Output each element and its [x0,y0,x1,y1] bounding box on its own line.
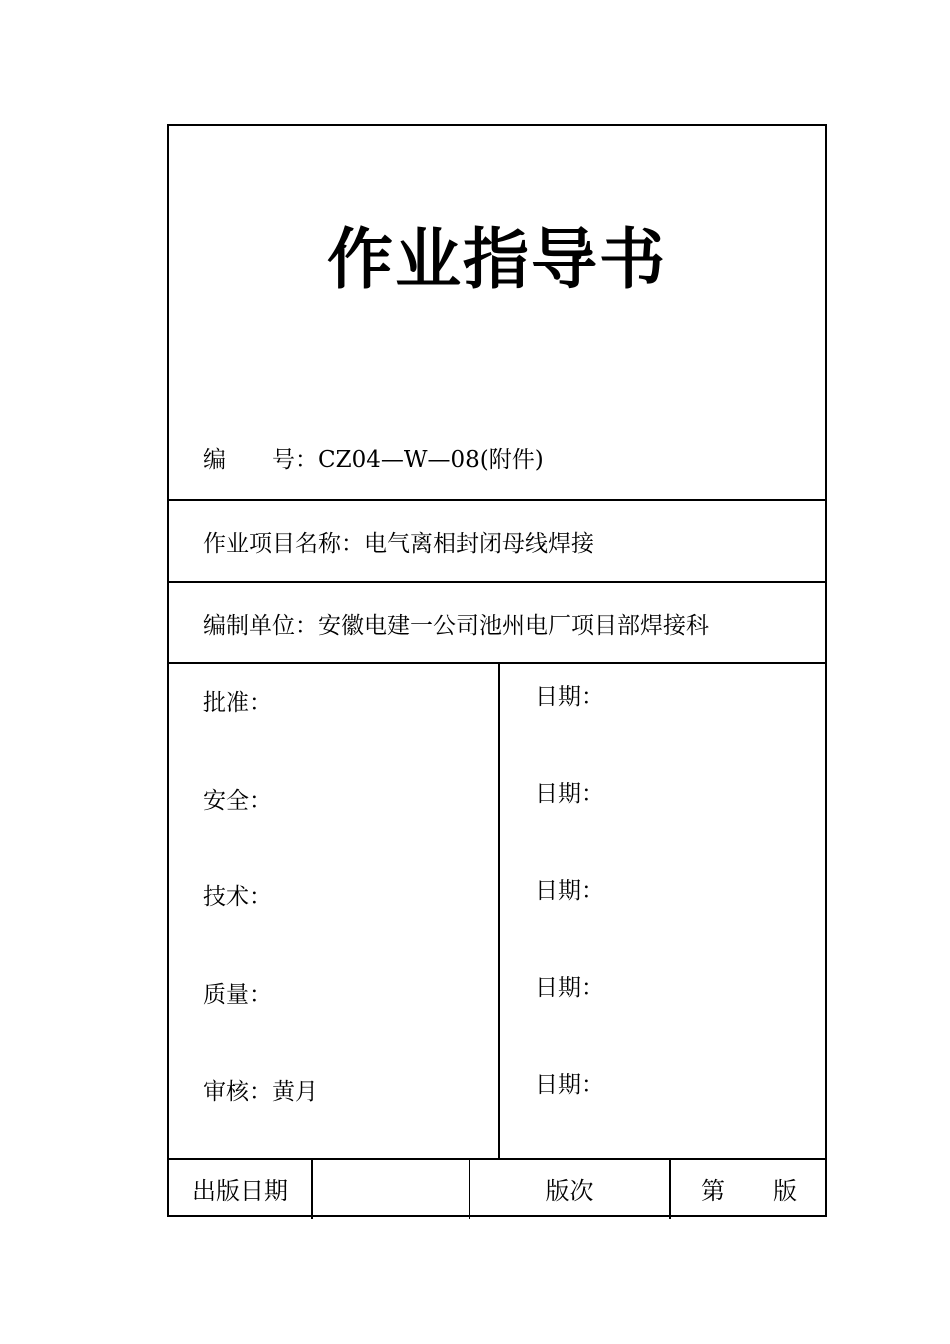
column-divider [498,662,500,1158]
approval-role: 审核： [203,1079,272,1105]
document-form [167,124,827,1217]
approval-date: 日期： [535,975,604,1001]
unit-label: 编制单位： [203,613,318,639]
edition-label: 版次 [545,1177,594,1205]
divider [169,662,825,664]
project-value: 电气离相封闭母线焊接 [364,531,594,557]
number-value: CZ04—W—08(附件) [318,447,544,473]
divider [169,1158,825,1160]
approval-row [203,1073,318,1106]
approval-role: 技术： [203,884,272,910]
approval-date: 日期： [535,684,604,710]
document-title: 作业指导书 [327,221,667,298]
approval-row [203,684,272,717]
approval-date: 日期： [535,1072,604,1098]
divider [169,499,825,501]
project-label: 作业项目名称： [203,531,364,557]
approval-row [203,782,272,815]
number-label: 编 号： [203,447,318,473]
compiling-unit [203,607,709,640]
divider [169,581,825,583]
approval-name: 黄月 [272,1079,318,1105]
column-divider [311,1158,313,1219]
approval-row [203,878,272,911]
approval-date: 日期： [535,878,604,904]
issue-date-label: 出版日期 [192,1177,288,1205]
approval-role: 质量： [203,982,272,1008]
document-number [203,441,544,474]
approval-row [203,976,272,1009]
approval-role: 安全： [203,788,272,814]
project-name [203,525,594,558]
edition-value: 第 版 [701,1177,797,1205]
approval-role: 批准： [203,690,272,716]
approval-date: 日期： [535,781,604,807]
unit-value: 安徽电建一公司池州电厂项目部焊接科 [318,613,709,639]
